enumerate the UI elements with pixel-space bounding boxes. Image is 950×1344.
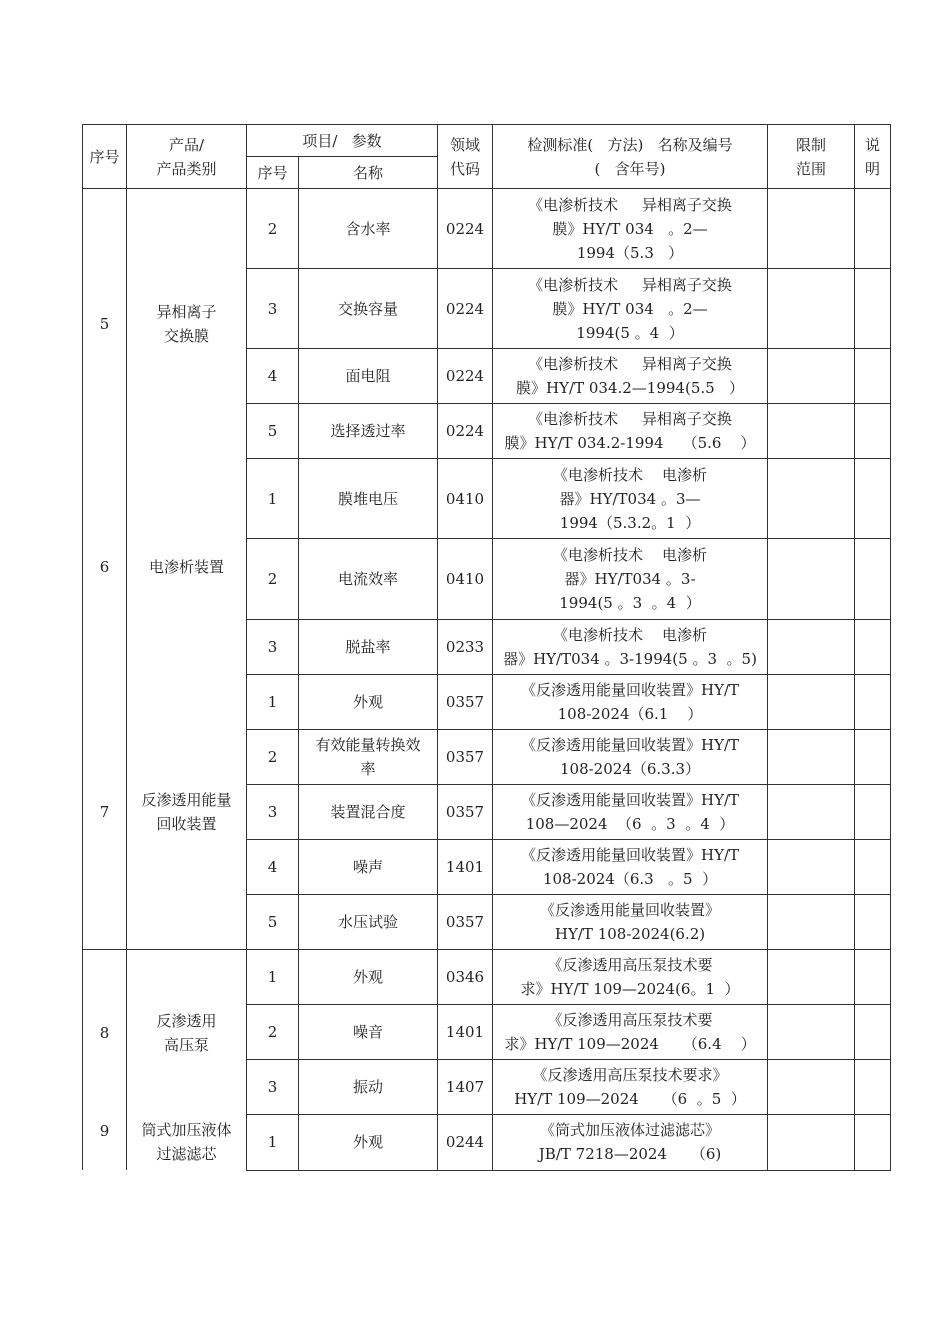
field-code: 0357 [438, 729, 493, 784]
item-no: 4 [247, 839, 299, 894]
field-code: 0224 [438, 349, 493, 404]
header-seq: 序号 [83, 125, 127, 189]
item-no: 4 [247, 349, 299, 404]
seq-cell [83, 189, 127, 950]
header-field-code: 领域 代码 [438, 125, 493, 189]
field-code: 0233 [438, 619, 493, 674]
item-name: 振动 [299, 1060, 438, 1115]
note [855, 674, 891, 729]
note [855, 894, 891, 949]
limit-range [768, 1060, 855, 1115]
group-product: 反渗透用 高压泵 [156, 1011, 217, 1054]
standard-text: 《筒式加压液体过滤滤芯》 JB/T 7218—2024 （6) [493, 1115, 768, 1170]
limit-range [768, 729, 855, 784]
standard-text: 《电渗析技术 电渗析 器》HY/T034 。3— 1994（5.3.2。1 ） [493, 459, 768, 539]
standard-text: 《电渗析技术 电渗析 器》HY/T034 。3- 1994(5 。3 。4 ） [493, 539, 768, 619]
item-name: 装置混合度 [299, 784, 438, 839]
field-code: 0224 [438, 404, 493, 459]
item-name: 电流效率 [299, 539, 438, 619]
item-no: 1 [247, 950, 299, 1005]
header-note: 说 明 [855, 125, 891, 189]
item-no: 5 [247, 404, 299, 459]
item-no: 3 [247, 269, 299, 349]
note [855, 539, 891, 619]
field-code: 0224 [438, 269, 493, 349]
item-name: 有效能量转换效 率 [299, 729, 438, 784]
limit-range [768, 674, 855, 729]
standard-text: 《反渗透用高压泵技术要求》 HY/T 109—2024 （6 。5 ） [493, 1060, 768, 1115]
item-name: 噪音 [299, 1005, 438, 1060]
standard-text: 《反渗透用能量回收装置》HY/T 108—2024 （6 。3 。4 ） [493, 784, 768, 839]
standard-text: 《反渗透用高压泵技术要 求》HY/T 109—2024(6。1 ） [493, 950, 768, 1005]
standard-text: 《反渗透用能量回收装置》HY/T 108-2024（6.3.3） [493, 729, 768, 784]
note [855, 619, 891, 674]
item-name: 外观 [299, 674, 438, 729]
standard-text: 《反渗透用高压泵技术要 求》HY/T 109—2024 （6.4 ） [493, 1005, 768, 1060]
note [855, 784, 891, 839]
header-item-name: 名称 [299, 157, 438, 189]
group-product: 电渗析装置 [148, 557, 224, 576]
item-no: 2 [247, 189, 299, 269]
header-item-seq: 序号 [247, 157, 299, 189]
item-name: 噪声 [299, 839, 438, 894]
field-code: 0346 [438, 950, 493, 1005]
field-code: 0224 [438, 189, 493, 269]
field-code: 1407 [438, 1060, 493, 1115]
group-seq: 7 [99, 802, 110, 821]
header-item-param: 项目/ 参数 [247, 125, 438, 157]
note [855, 729, 891, 784]
standard-text: 《电渗析技术 电渗析 器》HY/T034 。3-1994(5 。3 。5) [493, 619, 768, 674]
item-no: 2 [247, 1005, 299, 1060]
note [855, 189, 891, 269]
header-limit: 限制 范围 [768, 125, 855, 189]
item-no: 1 [247, 1115, 299, 1170]
item-no: 1 [247, 674, 299, 729]
standard-text: 《电渗析技术 异相离子交换 膜》HY/T 034.2-1994 （5.6 ） [493, 404, 768, 459]
limit-range [768, 1005, 855, 1060]
item-no: 3 [247, 619, 299, 674]
header-standard: 检测标准( 方法) 名称及编号 ( 含年号) [493, 125, 768, 189]
item-name: 面电阻 [299, 349, 438, 404]
item-no: 3 [247, 1060, 299, 1115]
item-no: 3 [247, 784, 299, 839]
limit-range [768, 950, 855, 1005]
limit-range [768, 784, 855, 839]
standard-text: 《反渗透用能量回收装置》HY/T 108-2024（6.3 。5 ） [493, 839, 768, 894]
seq-cell [83, 950, 127, 1171]
field-code: 0357 [438, 894, 493, 949]
note [855, 839, 891, 894]
item-name: 外观 [299, 950, 438, 1005]
table-row [83, 950, 891, 1005]
group-product: 反渗透用能量 回收装置 [141, 790, 232, 833]
field-code: 0410 [438, 539, 493, 619]
standard-text: 《反渗透用能量回收装置》 HY/T 108-2024(6.2) [493, 894, 768, 949]
item-name: 外观 [299, 1115, 438, 1170]
field-code: 0410 [438, 459, 493, 539]
test-standards-table [82, 124, 891, 1171]
standard-text: 《电渗析技术 异相离子交换 膜》HY/T 034.2—1994(5.5 ） [493, 349, 768, 404]
field-code: 1401 [438, 839, 493, 894]
note [855, 950, 891, 1005]
group-seq: 8 [99, 1023, 110, 1042]
limit-range [768, 539, 855, 619]
limit-range [768, 269, 855, 349]
limit-range [768, 619, 855, 674]
limit-range [768, 459, 855, 539]
product-cell [127, 189, 247, 950]
limit-range [768, 839, 855, 894]
group-product: 筒式加压液体 过滤滤芯 [141, 1121, 232, 1163]
group-product: 异相离子 交换膜 [156, 303, 217, 345]
standard-text: 《反渗透用能量回收装置》HY/T 108-2024（6.1 ） [493, 674, 768, 729]
field-code: 0357 [438, 784, 493, 839]
item-no: 1 [247, 459, 299, 539]
item-name: 交换容量 [299, 269, 438, 349]
note [855, 404, 891, 459]
limit-range [768, 349, 855, 404]
note [855, 349, 891, 404]
limit-range [768, 189, 855, 269]
item-name: 膜堆电压 [299, 459, 438, 539]
limit-range [768, 894, 855, 949]
item-name: 水压试验 [299, 894, 438, 949]
group-seq: 5 [99, 315, 110, 333]
limit-range [768, 1115, 855, 1170]
standard-text: 《电渗析技术 异相离子交换 膜》HY/T 034 。2— 1994（5.3 ） [493, 189, 768, 269]
note [855, 459, 891, 539]
group-seq: 6 [99, 557, 110, 576]
note [855, 1005, 891, 1060]
field-code: 0357 [438, 674, 493, 729]
note [855, 1115, 891, 1170]
item-name: 选择透过率 [299, 404, 438, 459]
product-cell [127, 950, 247, 1171]
limit-range [768, 404, 855, 459]
item-no: 2 [247, 729, 299, 784]
item-no: 2 [247, 539, 299, 619]
header-product: 产品/ 产品类别 [127, 125, 247, 189]
field-code: 0244 [438, 1115, 493, 1170]
group-seq: 9 [99, 1122, 110, 1140]
table-row [83, 189, 891, 269]
standard-text: 《电渗析技术 异相离子交换 膜》HY/T 034 。2— 1994(5 。4 ） [493, 269, 768, 349]
item-name: 含水率 [299, 189, 438, 269]
field-code: 1401 [438, 1005, 493, 1060]
note [855, 269, 891, 349]
item-no: 5 [247, 894, 299, 949]
item-name: 脱盐率 [299, 619, 438, 674]
note [855, 1060, 891, 1115]
